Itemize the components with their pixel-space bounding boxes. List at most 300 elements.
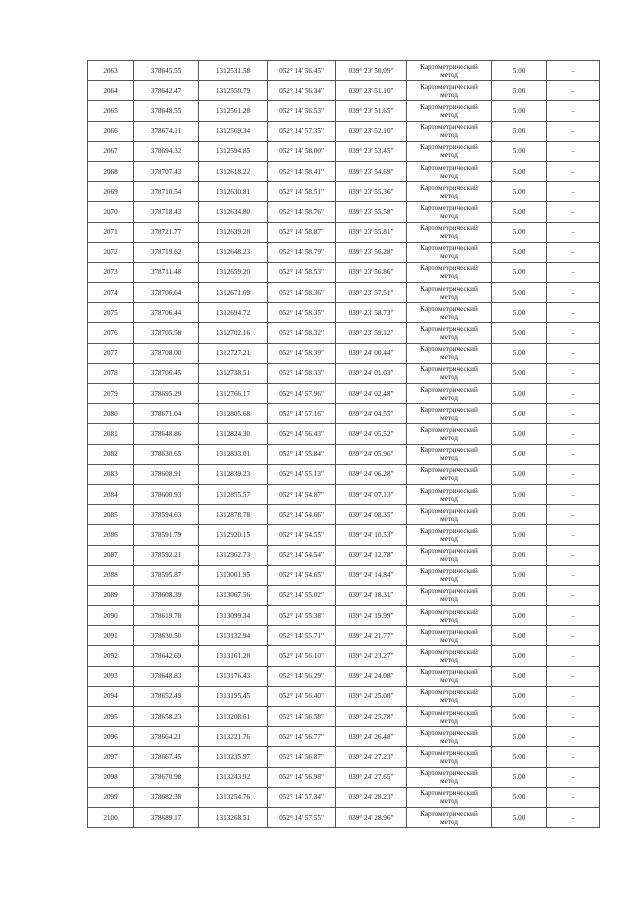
note-cell: – [547, 182, 600, 202]
table-row [88, 81, 600, 101]
point-number-cell: 2098 [88, 767, 134, 787]
table-row [88, 585, 600, 605]
method-line-1: Картометрический [420, 728, 478, 737]
latitude-cell: 052° 14' 57.35" [268, 121, 336, 141]
accuracy-cell: 5.00 [492, 363, 547, 383]
longitude-cell: 039° 23' 52.10" [336, 121, 407, 141]
method-line-2: метод [440, 494, 458, 503]
method-cell [407, 505, 492, 525]
latitude-cell: 052° 14' 57.34" [268, 787, 336, 807]
x-coordinate-cell: 378708.00 [134, 343, 199, 363]
method-cell [407, 182, 492, 202]
note-cell: – [547, 202, 600, 222]
method-cell [407, 525, 492, 545]
method-cell [407, 767, 492, 787]
latitude-cell: 052° 14' 58.35" [268, 303, 336, 323]
note-cell: – [547, 101, 600, 121]
method-line-2: метод [440, 756, 458, 765]
point-number-cell: 2090 [88, 606, 134, 626]
longitude-cell: 039° 23' 50.09" [336, 61, 407, 81]
accuracy-cell: 5.00 [492, 161, 547, 181]
y-coordinate-cell: 1313254.76 [199, 787, 268, 807]
method-line-2: метод [440, 252, 458, 261]
longitude-cell: 039° 24' 27.65" [336, 767, 407, 787]
table-row [88, 525, 600, 545]
x-coordinate-cell: 378705.58 [134, 323, 199, 343]
method-cell [407, 424, 492, 444]
longitude-cell: 039° 24' 18.31" [336, 585, 407, 605]
y-coordinate-cell: 1312550.79 [199, 81, 268, 101]
method-cell [407, 787, 492, 807]
longitude-cell: 039° 24' 21.77" [336, 626, 407, 646]
method-line-2: метод [440, 615, 458, 624]
method-cell [407, 686, 492, 706]
method-line-1: Картометрический [420, 304, 478, 313]
note-cell: – [547, 727, 600, 747]
table-row [88, 707, 600, 727]
note-cell: – [547, 141, 600, 161]
latitude-cell: 052° 14' 56.98" [268, 767, 336, 787]
table-row [88, 303, 600, 323]
table-row [88, 424, 600, 444]
note-cell: – [547, 464, 600, 484]
method-line-2: метод [440, 110, 458, 119]
method-line-2: метод [440, 312, 458, 321]
longitude-cell: 039° 24' 08.35" [336, 505, 407, 525]
x-coordinate-cell: 378718.43 [134, 202, 199, 222]
method-line-1: Картометрический [420, 102, 478, 111]
table-row [88, 444, 600, 464]
point-number-cell: 2097 [88, 747, 134, 767]
method-line-2: метод [440, 635, 458, 644]
method-cell [407, 61, 492, 81]
y-coordinate-cell: 1313099.34 [199, 606, 268, 626]
accuracy-cell: 5.00 [492, 262, 547, 282]
accuracy-cell: 5.00 [492, 404, 547, 424]
accuracy-cell: 5.00 [492, 141, 547, 161]
point-number-cell: 2089 [88, 585, 134, 605]
longitude-cell: 039° 23' 51.10" [336, 81, 407, 101]
method-line-1: Картометрический [420, 627, 478, 636]
method-cell [407, 262, 492, 282]
table-row [88, 807, 600, 827]
table-row [88, 787, 600, 807]
y-coordinate-cell: 1312738.51 [199, 363, 268, 383]
method-line-1: Картометрический [420, 567, 478, 576]
x-coordinate-cell: 378707.43 [134, 161, 199, 181]
method-line-1: Картометрический [420, 264, 478, 273]
latitude-cell: 052° 14' 56.77" [268, 727, 336, 747]
latitude-cell: 052° 14' 58.36" [268, 283, 336, 303]
table-row [88, 565, 600, 585]
note-cell: – [547, 585, 600, 605]
method-line-1: Картометрический [420, 385, 478, 394]
longitude-cell: 039° 23' 56.86" [336, 262, 407, 282]
method-line-1: Картометрический [420, 789, 478, 798]
accuracy-cell: 5.00 [492, 303, 547, 323]
y-coordinate-cell: 1312569.34 [199, 121, 268, 141]
method-cell [407, 666, 492, 686]
note-cell: – [547, 606, 600, 626]
accuracy-cell: 5.00 [492, 787, 547, 807]
note-cell: – [547, 363, 600, 383]
y-coordinate-cell: 1312920.15 [199, 525, 268, 545]
point-number-cell: 2087 [88, 545, 134, 565]
accuracy-cell: 5.00 [492, 666, 547, 686]
method-line-2: метод [440, 555, 458, 564]
x-coordinate-cell: 378600.93 [134, 484, 199, 504]
longitude-cell: 039° 24' 10.53" [336, 525, 407, 545]
point-number-cell: 2095 [88, 707, 134, 727]
latitude-cell: 052° 14' 55.84" [268, 444, 336, 464]
longitude-cell: 039° 23' 57.51" [336, 283, 407, 303]
method-line-2: метод [440, 676, 458, 685]
method-line-1: Картометрический [420, 82, 478, 91]
x-coordinate-cell: 378671.04 [134, 404, 199, 424]
method-line-2: метод [440, 534, 458, 543]
latitude-cell: 052° 14' 58.33" [268, 363, 336, 383]
y-coordinate-cell: 1312561.28 [199, 101, 268, 121]
latitude-cell: 052° 14' 54.87" [268, 484, 336, 504]
x-coordinate-cell: 378658.23 [134, 707, 199, 727]
method-line-1: Картометрический [420, 607, 478, 616]
y-coordinate-cell: 1313195.45 [199, 686, 268, 706]
latitude-cell: 052° 14' 54.54" [268, 545, 336, 565]
method-line-2: метод [440, 211, 458, 220]
table-row [88, 262, 600, 282]
accuracy-cell: 5.00 [492, 767, 547, 787]
table-row [88, 747, 600, 767]
note-cell: – [547, 222, 600, 242]
table-row [88, 343, 600, 363]
method-line-1: Картометрический [420, 466, 478, 475]
note-cell: – [547, 424, 600, 444]
longitude-cell: 039° 24' 05.96" [336, 444, 407, 464]
x-coordinate-cell: 378664.21 [134, 727, 199, 747]
method-cell [407, 585, 492, 605]
longitude-cell: 039° 24' 07.13" [336, 484, 407, 504]
table-row [88, 101, 600, 121]
note-cell: – [547, 161, 600, 181]
table-row [88, 727, 600, 747]
method-line-1: Картометрический [420, 446, 478, 455]
method-cell [407, 121, 492, 141]
method-line-1: Картометрический [420, 203, 478, 212]
method-line-2: метод [440, 272, 458, 281]
method-cell [407, 464, 492, 484]
y-coordinate-cell: 1312694.72 [199, 303, 268, 323]
point-number-cell: 2088 [88, 565, 134, 585]
x-coordinate-cell: 378706.44 [134, 303, 199, 323]
method-line-1: Картометрический [420, 405, 478, 414]
point-number-cell: 2078 [88, 363, 134, 383]
y-coordinate-cell: 1312805.68 [199, 404, 268, 424]
latitude-cell: 052° 14' 58.53" [268, 262, 336, 282]
latitude-cell: 052° 14' 56.43" [268, 424, 336, 444]
accuracy-cell: 5.00 [492, 686, 547, 706]
point-number-cell: 2079 [88, 384, 134, 404]
y-coordinate-cell: 1312671.69 [199, 283, 268, 303]
table-row [88, 182, 600, 202]
y-coordinate-cell: 1313001.95 [199, 565, 268, 585]
accuracy-cell: 5.00 [492, 444, 547, 464]
latitude-cell: 052° 14' 55.13" [268, 464, 336, 484]
point-number-cell: 2065 [88, 101, 134, 121]
accuracy-cell: 5.00 [492, 182, 547, 202]
method-line-2: метод [440, 131, 458, 140]
point-number-cell: 2063 [88, 61, 134, 81]
point-number-cell: 2099 [88, 787, 134, 807]
x-coordinate-cell: 378595.87 [134, 565, 199, 585]
latitude-cell: 052° 14' 55.38" [268, 606, 336, 626]
method-line-2: метод [440, 575, 458, 584]
method-cell [407, 404, 492, 424]
point-number-cell: 2083 [88, 464, 134, 484]
method-line-1: Картометрический [420, 547, 478, 556]
latitude-cell: 052° 14' 56.58" [268, 707, 336, 727]
accuracy-cell: 5.00 [492, 505, 547, 525]
accuracy-cell: 5.00 [492, 283, 547, 303]
note-cell: – [547, 283, 600, 303]
note-cell: – [547, 707, 600, 727]
x-coordinate-cell: 378694.32 [134, 141, 199, 161]
y-coordinate-cell: 1312648.23 [199, 242, 268, 262]
method-cell [407, 222, 492, 242]
point-number-cell: 2069 [88, 182, 134, 202]
method-cell [407, 807, 492, 827]
y-coordinate-cell: 1312727.21 [199, 343, 268, 363]
latitude-cell: 052° 14' 57.16" [268, 404, 336, 424]
y-coordinate-cell: 1312824.30 [199, 424, 268, 444]
y-coordinate-cell: 1312855.57 [199, 484, 268, 504]
accuracy-cell: 5.00 [492, 606, 547, 626]
method-cell [407, 363, 492, 383]
method-line-2: метод [440, 191, 458, 200]
x-coordinate-cell: 378711.48 [134, 262, 199, 282]
method-line-2: метод [440, 514, 458, 523]
method-line-1: Картометрический [420, 769, 478, 778]
point-number-cell: 2064 [88, 81, 134, 101]
method-line-1: Картометрический [420, 284, 478, 293]
note-cell: – [547, 666, 600, 686]
method-cell [407, 747, 492, 767]
note-cell: – [547, 343, 600, 363]
method-line-1: Картометрический [420, 506, 478, 515]
latitude-cell: 052° 14' 56.45" [268, 61, 336, 81]
note-cell: – [547, 242, 600, 262]
y-coordinate-cell: 1313067.56 [199, 585, 268, 605]
y-coordinate-cell: 1313176.43 [199, 666, 268, 686]
method-cell [407, 202, 492, 222]
accuracy-cell: 5.00 [492, 464, 547, 484]
x-coordinate-cell: 378689.17 [134, 807, 199, 827]
method-line-2: метод [440, 433, 458, 442]
point-number-cell: 2091 [88, 626, 134, 646]
longitude-cell: 039° 23' 59.12" [336, 323, 407, 343]
x-coordinate-cell: 378645.55 [134, 61, 199, 81]
point-number-cell: 2084 [88, 484, 134, 504]
accuracy-cell: 5.00 [492, 545, 547, 565]
latitude-cell: 052° 14' 58.79" [268, 242, 336, 262]
accuracy-cell: 5.00 [492, 81, 547, 101]
x-coordinate-cell: 378630.65 [134, 444, 199, 464]
table-row [88, 202, 600, 222]
method-line-2: метод [440, 696, 458, 705]
latitude-cell: 052° 14' 58.41" [268, 161, 336, 181]
note-cell: – [547, 484, 600, 504]
method-cell [407, 484, 492, 504]
x-coordinate-cell: 378667.45 [134, 747, 199, 767]
method-line-2: метод [440, 353, 458, 362]
latitude-cell: 052° 14' 58.39" [268, 343, 336, 363]
method-cell [407, 161, 492, 181]
method-line-2: метод [440, 797, 458, 806]
note-cell: – [547, 262, 600, 282]
method-cell [407, 727, 492, 747]
method-line-1: Картометрический [420, 325, 478, 334]
method-line-1: Картометрический [420, 809, 478, 818]
point-number-cell: 2096 [88, 727, 134, 747]
coordinates-table-body [88, 61, 600, 828]
table-row [88, 545, 600, 565]
x-coordinate-cell: 378706.45 [134, 363, 199, 383]
method-cell [407, 707, 492, 727]
accuracy-cell: 5.00 [492, 343, 547, 363]
note-cell: – [547, 303, 600, 323]
point-number-cell: 2067 [88, 141, 134, 161]
method-line-1: Картометрический [420, 587, 478, 596]
x-coordinate-cell: 378682.38 [134, 787, 199, 807]
table-row [88, 121, 600, 141]
y-coordinate-cell: 1312618.22 [199, 161, 268, 181]
y-coordinate-cell: 1312839.23 [199, 464, 268, 484]
longitude-cell: 039° 24' 28.23" [336, 787, 407, 807]
table-row [88, 484, 600, 504]
method-cell [407, 646, 492, 666]
note-cell: – [547, 767, 600, 787]
x-coordinate-cell: 378695.29 [134, 384, 199, 404]
note-cell: – [547, 787, 600, 807]
longitude-cell: 039° 24' 14.84" [336, 565, 407, 585]
note-cell: – [547, 686, 600, 706]
method-line-1: Картометрический [420, 748, 478, 757]
method-line-1: Картометрический [420, 244, 478, 253]
table-row [88, 283, 600, 303]
y-coordinate-cell: 1312962.73 [199, 545, 268, 565]
note-cell: – [547, 807, 600, 827]
method-cell [407, 545, 492, 565]
note-cell: – [547, 545, 600, 565]
latitude-cell: 052° 14' 57.96" [268, 384, 336, 404]
x-coordinate-cell: 378674.11 [134, 121, 199, 141]
latitude-cell: 052° 14' 56.40" [268, 686, 336, 706]
latitude-cell: 052° 14' 55.71" [268, 626, 336, 646]
method-cell [407, 606, 492, 626]
y-coordinate-cell: 1312659.20 [199, 262, 268, 282]
longitude-cell: 039° 24' 05.52" [336, 424, 407, 444]
coordinates-table [87, 60, 600, 828]
y-coordinate-cell: 1312630.81 [199, 182, 268, 202]
method-line-2: метод [440, 373, 458, 382]
point-number-cell: 2072 [88, 242, 134, 262]
method-line-1: Картометрический [420, 708, 478, 717]
x-coordinate-cell: 378710.54 [134, 182, 199, 202]
longitude-cell: 039° 24' 25.08" [336, 686, 407, 706]
method-line-2: метод [440, 151, 458, 160]
x-coordinate-cell: 378591.79 [134, 525, 199, 545]
x-coordinate-cell: 378592.21 [134, 545, 199, 565]
point-number-cell: 2100 [88, 807, 134, 827]
x-coordinate-cell: 378648.86 [134, 424, 199, 444]
accuracy-cell: 5.00 [492, 727, 547, 747]
accuracy-cell: 5.00 [492, 646, 547, 666]
latitude-cell: 052° 14' 57.55" [268, 807, 336, 827]
note-cell: – [547, 323, 600, 343]
note-cell: – [547, 61, 600, 81]
table-row [88, 686, 600, 706]
x-coordinate-cell: 378642.47 [134, 81, 199, 101]
method-cell [407, 343, 492, 363]
point-number-cell: 2075 [88, 303, 134, 323]
method-line-1: Картометрический [420, 143, 478, 152]
x-coordinate-cell: 378619.78 [134, 606, 199, 626]
latitude-cell: 052° 14' 56.34" [268, 81, 336, 101]
latitude-cell: 052° 14' 54.66" [268, 505, 336, 525]
y-coordinate-cell: 1312833.01 [199, 444, 268, 464]
accuracy-cell: 5.00 [492, 424, 547, 444]
latitude-cell: 052° 14' 58.76" [268, 202, 336, 222]
longitude-cell: 039° 23' 55.36" [336, 182, 407, 202]
y-coordinate-cell: 1312639.28 [199, 222, 268, 242]
latitude-cell: 052° 14' 58.87" [268, 222, 336, 242]
y-coordinate-cell: 1313221.76 [199, 727, 268, 747]
latitude-cell: 052° 14' 56.29" [268, 666, 336, 686]
method-line-1: Картометрический [420, 668, 478, 677]
note-cell: – [547, 565, 600, 585]
accuracy-cell: 5.00 [492, 222, 547, 242]
y-coordinate-cell: 1313235.97 [199, 747, 268, 767]
method-line-2: метод [440, 454, 458, 463]
method-line-2: метод [440, 595, 458, 604]
method-line-2: метод [440, 171, 458, 180]
y-coordinate-cell: 1313268.51 [199, 807, 268, 827]
accuracy-cell: 5.00 [492, 565, 547, 585]
note-cell: – [547, 404, 600, 424]
method-line-2: метод [440, 232, 458, 241]
y-coordinate-cell: 1313161.28 [199, 646, 268, 666]
table-row [88, 626, 600, 646]
method-line-2: метод [440, 90, 458, 99]
point-number-cell: 2066 [88, 121, 134, 141]
latitude-cell: 052° 14' 55.02" [268, 585, 336, 605]
longitude-cell: 039° 23' 53.45" [336, 141, 407, 161]
longitude-cell: 039° 24' 23.27" [336, 646, 407, 666]
longitude-cell: 039° 24' 12.78" [336, 545, 407, 565]
latitude-cell: 052° 14' 54.55" [268, 525, 336, 545]
method-line-1: Картометрический [420, 183, 478, 192]
latitude-cell: 052° 14' 58.51" [268, 182, 336, 202]
note-cell: – [547, 121, 600, 141]
method-line-2: метод [440, 817, 458, 826]
point-number-cell: 2086 [88, 525, 134, 545]
method-line-1: Картометрический [420, 62, 478, 71]
y-coordinate-cell: 1313132.94 [199, 626, 268, 646]
note-cell: – [547, 626, 600, 646]
accuracy-cell: 5.00 [492, 101, 547, 121]
method-cell [407, 384, 492, 404]
longitude-cell: 039° 24' 00.44" [336, 343, 407, 363]
longitude-cell: 039° 23' 55.58" [336, 202, 407, 222]
